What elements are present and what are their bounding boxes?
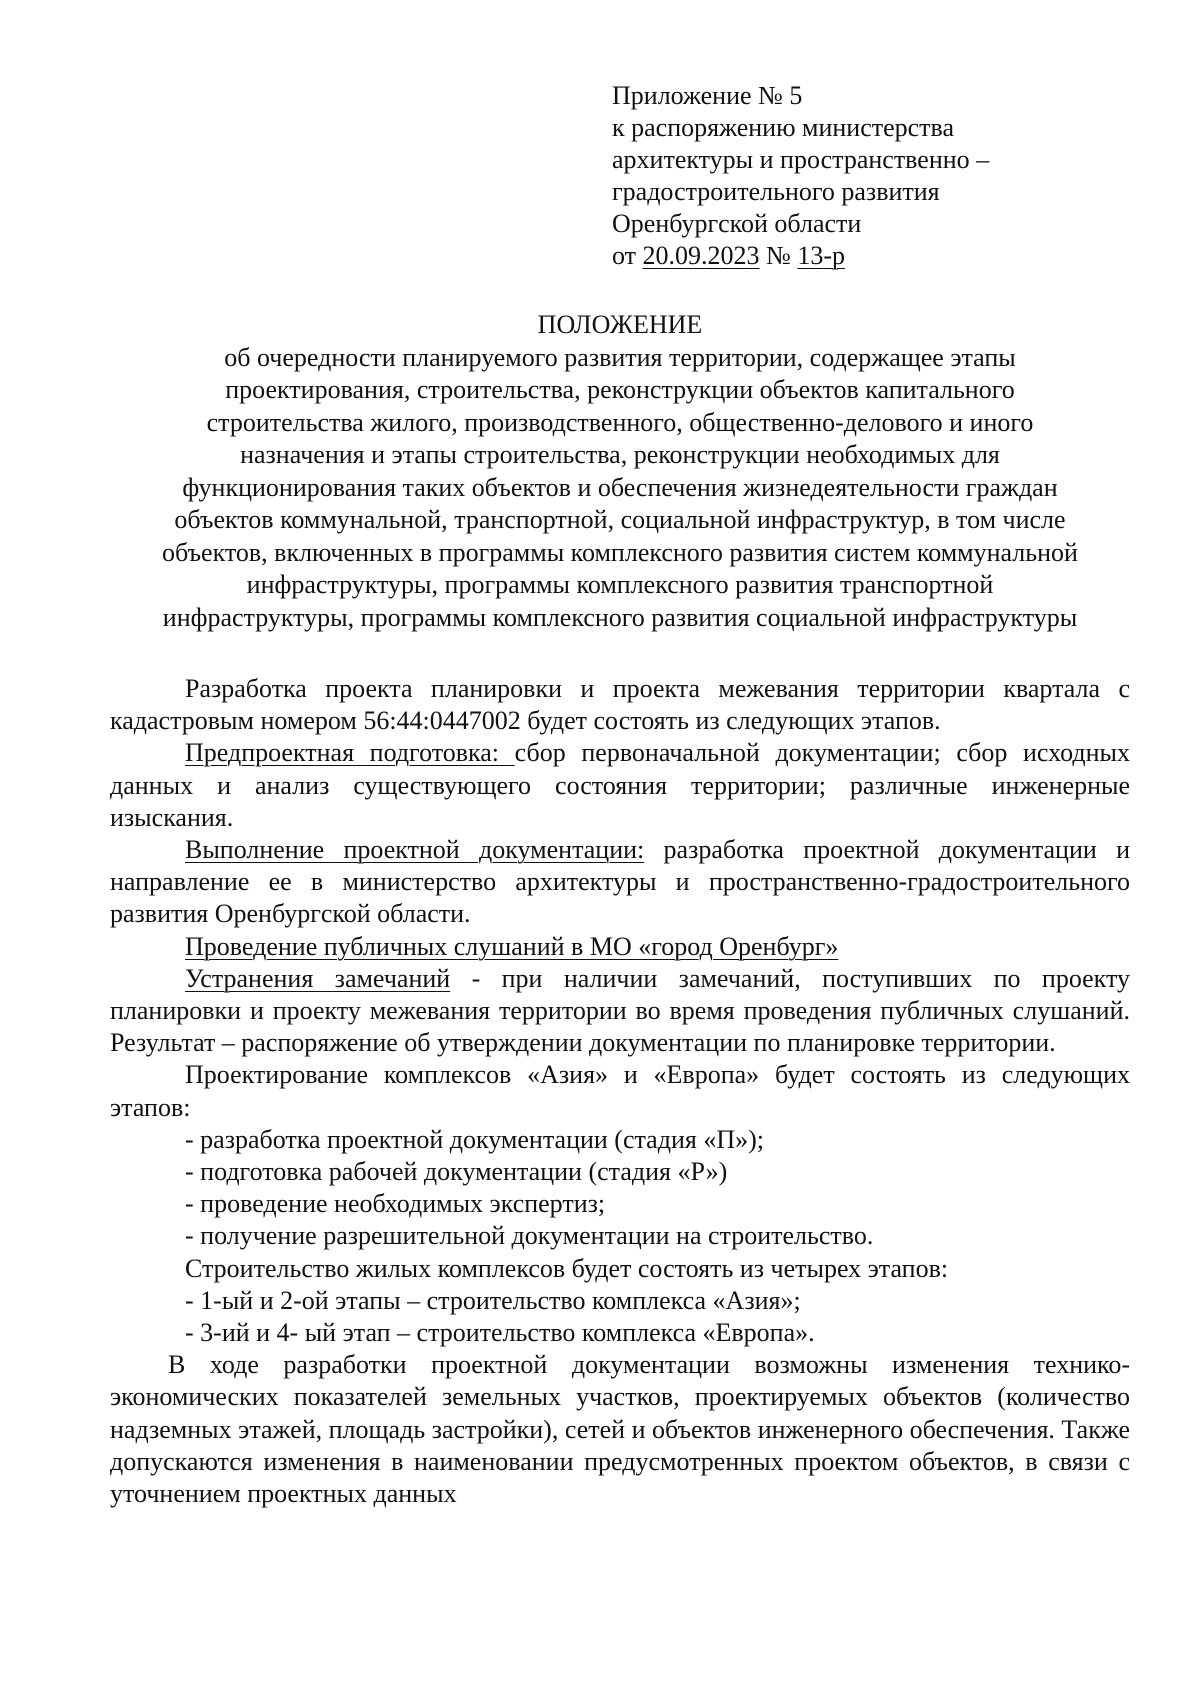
- title-line: объектов, включенных в программы комплексного развития систем коммунальной: [162, 537, 1078, 567]
- appendix-line: к распоряжению министерства: [612, 113, 955, 142]
- stage-text: разработка проектной документации и направление ее в министерство архитектуры и пространственно-градостроительного развития Оренбургской области.: [110, 835, 1131, 929]
- title-line: объектов коммунальной, транспортной, социальной инфраструктур, в том числе: [174, 505, 1066, 534]
- appendix-line: Оренбургской области: [612, 209, 862, 238]
- document-body: [110, 673, 1130, 1510]
- paragraph-remarks: [110, 963, 1130, 1060]
- stage-label: Устранения замечаний: [185, 963, 451, 993]
- title-line: инфраструктуры, программы комплексного развития социальной инфраструктуры: [162, 602, 1078, 632]
- appendix-header: [612, 80, 1172, 272]
- document-title-block: [110, 309, 1130, 634]
- list-item: - разработка проектной документации (стадия «П»);: [185, 1124, 764, 1154]
- list-item: - получение разрешительной документации на строительство.: [185, 1221, 874, 1251]
- date-prefix: от: [612, 241, 643, 270]
- stage-text: - при наличии замечаний, поступивших по проекту планировки и проекту межевания территории во время проведения публичных слушаний. Результат – распоряжение об утверждении документации по планировке территории.: [110, 963, 1130, 1058]
- title-line: об очередности планируемого развития территории, содержащее этапы: [224, 342, 1016, 372]
- order-date: 20.09.2023: [642, 241, 760, 270]
- title-line: строительства жилого, производственного, общественно-делового и иного: [206, 407, 1034, 437]
- document-heading: ПОЛОЖЕНИЕ: [537, 310, 703, 339]
- appendix-line: архитектуры и пространственно –: [612, 145, 990, 174]
- list-item: - проведение необходимых экспертиз;: [185, 1189, 606, 1219]
- number-prefix: №: [759, 241, 798, 270]
- title-line: функционирования таких объектов и обеспечения жизнедеятельности граждан: [182, 472, 1058, 502]
- list-item: - 1-ый и 2-ой этапы – строительство комплекса «Азия»;: [185, 1285, 801, 1315]
- list-item: - 3-ий и 4- ый этап – строительство комплекса «Европа».: [185, 1318, 815, 1348]
- order-number: 13-р: [797, 241, 846, 270]
- list-item: - подготовка рабочей документации (стадия «Р»): [185, 1157, 728, 1187]
- paragraph-changes: В ходе разработки проектной документации возможны изменения технико-экономических показателей земельных участков, проектируемых объектов (количество надземных этажей, площадь застройки), сетей и объектов инженерного обеспечения. Также допускаются изменения в наименовании предусмотренных проектом объектов, в связи с уточнением проектных данных: [110, 1350, 1130, 1509]
- title-line: инфраструктуры, программы комплексного развития транспортной: [246, 570, 994, 599]
- title-line: проектирования, строительства, реконструкции объектов капитального: [225, 375, 1015, 404]
- paragraph-construction: Строительство жилых комплексов будет состоять из четырех этапов:: [185, 1253, 949, 1283]
- paragraph-preproject: [110, 737, 1130, 834]
- stage-label: Проведение публичных слушаний в МО «город Оренбург»: [185, 931, 839, 961]
- appendix-date-line: [612, 240, 1172, 272]
- paragraph-intro: Разработка проекта планировки и проекта межевания территории квартала с кадастровым номером 56:44:0447002 будет состоять из следующих этапов.: [110, 674, 1130, 736]
- stage-text: сбор первоначальной документации; сбор исходных данных и анализ существующего состояния территории; различные инженерные изыскания.: [110, 738, 1131, 832]
- paragraph-design-docs: [110, 834, 1130, 931]
- stage-label: Предпроектная подготовка:: [185, 738, 515, 768]
- paragraph-complex-design: Проектирование комплексов «Азия» и «Европа» будет состоять из следующих этапов:: [110, 1060, 1130, 1122]
- stage-label: Выполнение проектной документации:: [185, 835, 645, 865]
- appendix-number: Приложение № 5: [612, 81, 803, 110]
- paragraph-hearings: [110, 931, 1130, 963]
- title-line: назначения и этапы строительства, реконструкции необходимых для: [240, 440, 1000, 469]
- appendix-line: градостроительного развития: [612, 177, 940, 206]
